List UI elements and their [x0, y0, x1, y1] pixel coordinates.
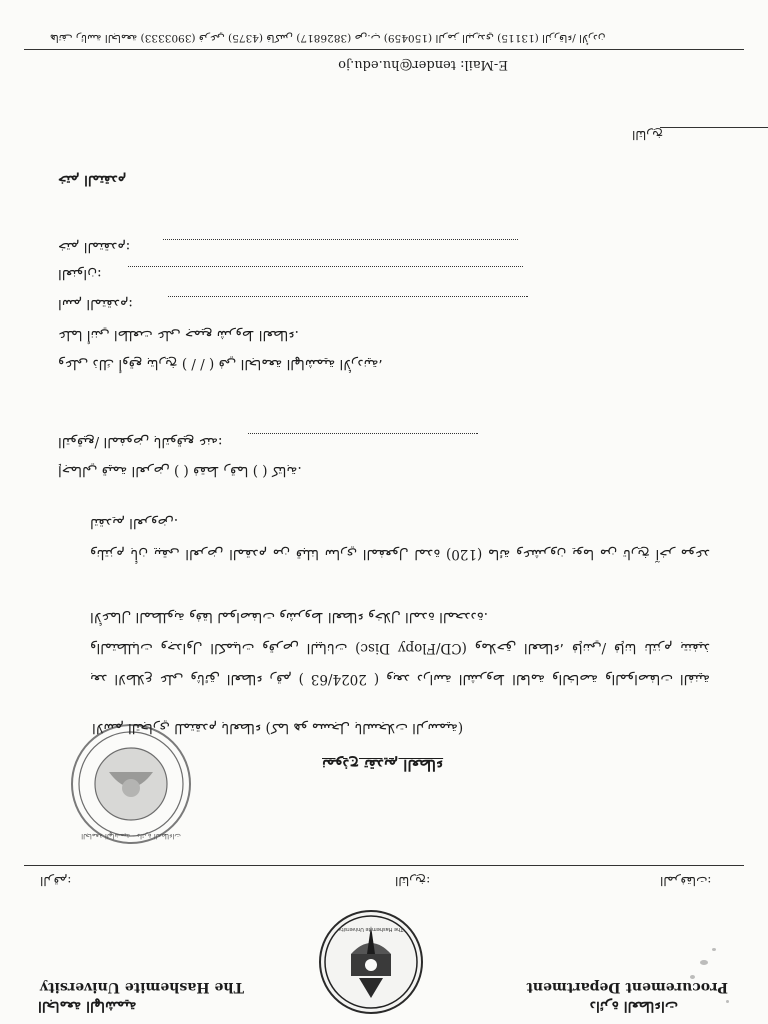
signing-date-line: وعلى ذلك أوقع بتاريخ ( / / ) في الجامعة الهاشمية الأردنية، — [58, 356, 383, 372]
closing-title: ختم المتقدم — [58, 172, 127, 188]
contact-info-line: هاتف رئاسة الجامعة (3903333) فرعي (4375) فاكس (3826817) ص.ب (150459) الرمز البريدي (13115) الزرقاء/ الأردن — [50, 32, 606, 44]
logo-caption: The Hashemite University — [338, 926, 404, 932]
authorized-signer-label: التوقيع/ المفوض بالتوقيع عنه: — [58, 434, 223, 450]
university-name-ar: الجامعة الهاشمية — [38, 998, 137, 1014]
applicant-name-dotted-line — [168, 296, 528, 297]
date-label: التاريخ: — [395, 874, 431, 888]
date-line-label: التاريخ — [632, 128, 664, 142]
address-label: العنوان: — [58, 266, 102, 282]
seal-icon — [73, 726, 189, 842]
scan-smudge — [712, 948, 716, 951]
seal-text: الجامعة الهاشمية - دائرة العطاءات — [81, 832, 181, 840]
contact-email: E-Mail: tender@hu.edu.jo — [338, 57, 508, 72]
applicant-stamp-label: ختم المتقدم: — [58, 239, 131, 255]
header-divider — [24, 865, 744, 866]
attachments-label: المرفقات: — [660, 874, 712, 888]
department-name-en: Procurement Department — [526, 979, 728, 995]
university-name-en: The Hashemite University — [40, 979, 244, 995]
signer-dotted-line — [248, 433, 478, 434]
form-title: نموذج تقديم العطاء — [322, 756, 444, 774]
scan-smudge — [690, 975, 695, 979]
ref-label: الرقم: — [40, 874, 72, 888]
acknowledgement-line: علما أنني اطلعت على جميع شروط العطاء. — [58, 327, 299, 343]
form-paragraph-1: بعد الاطلاع على وثائق العطاء رقم ( 2024/63 ) وبعد دراسة الشروط العامة والخاصة والمواصفات الفنية والمتطلبات وجداول الكميات وقرص البيانات (CD/Flopy Disc) وملاحق العطاء، فإنني/ فإننا نلتزم بتنفيذ الأعمال المطلوبة وفقا لمواصفات وشروط العطاء وخلال المدة المحددة. — [90, 609, 710, 687]
scan-smudge — [700, 960, 708, 965]
scan-smudge — [726, 1000, 729, 1003]
form-subtitle: الاسم التجاري للمتقدم بالعطاء (كما هو مسجل بالسجلات الرسمية) — [92, 720, 464, 736]
date-signature-line — [660, 127, 768, 128]
stamp-dotted-line — [163, 239, 518, 240]
official-seal-stamp — [71, 724, 191, 844]
form-paragraph-2: ونلتزم بأن يبقى العرض المقدم من قبلنا ساري المفعول لمدة (120) مائة وعشرون يوما من تاريخ آخر موعد لتقديم العروض. — [90, 515, 710, 562]
total-value-line: إجمالي قيمة العرض ( ) فقط رقما ( ) كتابة. — [58, 463, 302, 479]
university-logo — [319, 910, 423, 1014]
footer-divider — [24, 49, 744, 50]
applicant-name-label: اسم المتقدم: — [58, 296, 133, 312]
department-name-ar: دائرة العطاءات — [589, 998, 678, 1014]
address-dotted-line — [128, 266, 523, 267]
